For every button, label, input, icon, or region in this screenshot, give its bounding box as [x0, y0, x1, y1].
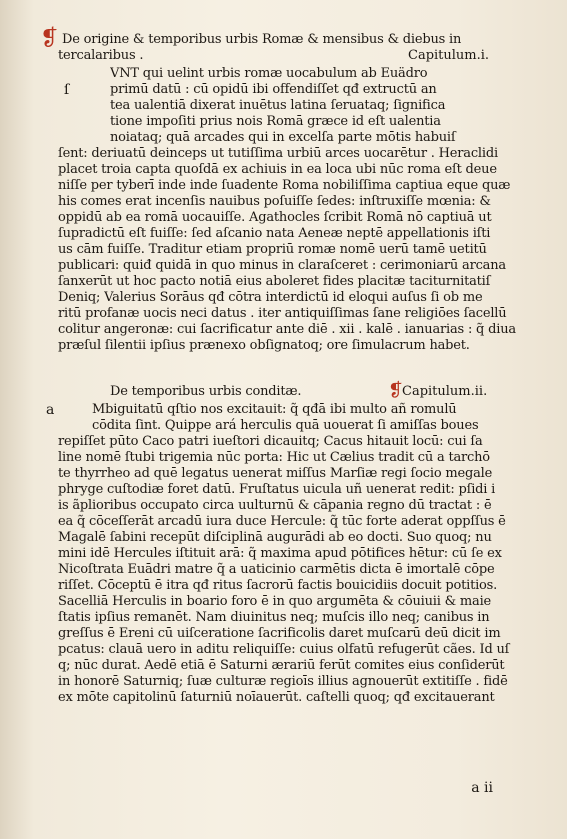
heading-line-1: De origine & temporibus urbis Romæ & mensibus & diebus in: [62, 32, 462, 47]
text-line: niſſe per tyberī inde inde ſuadente Roma nobiliſſima captiua eque quæ: [58, 178, 511, 193]
text-line: line nomē ſtubi trigemia nūc porta: Hic ut Cælius tradit cū a tarchō: [58, 450, 490, 465]
text-line: noiataq; quā arcades qui in excelſa parte mōtis habuiſ: [110, 130, 456, 145]
text-line: ritū profanæ uocis neci datus . iter antiquiſſimas ſane religiōes ſacellū: [58, 306, 507, 321]
text-line: is ãplioribus occupato circa uulturnū & cāpania regno dū tractat : ē: [58, 498, 492, 513]
margin-letter-a: a: [46, 402, 55, 418]
text-line: repiſſet pūto Caco patri iueſtori dicauitq; Cacus hitauit locū: cui ſa: [58, 434, 483, 449]
text-line: ſupradictū eſt fuiſſe: ſed aſcanio nata Aeneæ neptē appellationis iſti: [58, 226, 491, 241]
text-line: pcatus: clauā uero in aditu reliquiſſe: cuius olfatū refugerūt cães. Id uſ: [58, 642, 510, 657]
text-line: Sacelliā Herculis in boario foro ē in quo argumēta & cōuiuii & maie: [58, 594, 492, 609]
chapter-label-2: Capitulum.ii.: [402, 384, 488, 399]
text-line: oppidū ab ea romā uocauiſſe. Agathocles ſcribit Romā nō captiuā ut: [58, 210, 492, 225]
chapter-label-1: Capitulum.i.: [408, 48, 490, 63]
text-line: riſſet. Cōceptū ē itra qđ ritus ſacrorū factis bouicidiis docuit potitios.: [58, 578, 498, 593]
heading-line-2: tercalaribus .: [58, 48, 144, 63]
text-line: publicari: quiđ quidā in quo minus in claraſceret : cerimoniarū arcana: [58, 258, 506, 273]
text-line: us cām fuiſſe. Traditur etiam propriū romæ nomē uerū tamē uetitū: [58, 242, 487, 257]
text-line: ſent: deriuatū deinceps ut tutiſſima urbiū arces uocarētur . Heraclidi: [58, 146, 498, 161]
signature-mark: a ii: [471, 780, 493, 796]
text-line: ſtatis ipſius remanēt. Nam diuinitus neq; muſcis illo neq; canibus in: [58, 610, 490, 625]
text-line: tione impoſiti prius nois Romā græce id eſt ualentia: [110, 114, 441, 129]
text-line: Magalē ſabini recepūt diſciplinā augurādi ab eo docti. Suo quoq; nu: [58, 530, 492, 545]
heading-2-title: De temporibus urbis conditæ.: [110, 384, 302, 399]
paragraph-mark-icon: ❡: [388, 380, 404, 401]
text-line: ex mōte capitolinū ſaturniū noīauerūt. caſtelli quoq; qđ excitauerant: [58, 690, 495, 705]
text-line: phryge cuſtodiæ foret datū. Fruſtatus uicula uñ uenerat redit: pſidi i: [58, 482, 496, 497]
text-line: greſſus ē Ereni cū uiſceratione ſacrificolis daret muſcarū deū dicit im: [58, 626, 501, 641]
text-line: placet troia capta quoſdā ex achiuis in ea loca ubi nūc roma eſt deue: [58, 162, 497, 177]
text-line: tea ualentiā dixerat inuētus latina ſeruataq; ſignifica: [110, 98, 446, 113]
text-line: q; nūc durat. Aedē etiā ē Saturni ærariū ferūt comites eius conſiderūt: [58, 658, 505, 673]
text-line: mini idē Hercules iſtituit arā: q̃ maxima apud pōtifices hētur: cū ſe ex: [58, 546, 502, 561]
text-line: cōdita ſint. Quippe ará herculis quā uouerat ſi amiſſas boues: [92, 418, 479, 433]
paragraph-mark-icon: ❡: [40, 26, 59, 51]
text-line: præſul ſilentii ipſius prænexo obſignatoq; ore ſimulacrum habet.: [58, 338, 470, 353]
margin-letter-s: ſ: [64, 82, 70, 98]
text-line: Mbiguitatū qſtio nos excitauit: q̃ qđā ibi multo añ romulū: [92, 402, 457, 417]
text-line: Deniq; Valerius Sorāus qđ cōtra interdictū id eloqui auſus ſi ob me: [58, 290, 483, 305]
text-line: ea q̃ cōceſſerāt arcadū iura duce Hercule: q̃ tūc forte aderat oppſſus ē: [58, 514, 506, 529]
text-line: ſanxerūt ut hoc pacto notiā eius aboleret fides placitæ taciturnitatiſ: [58, 274, 491, 289]
text-line: in honorē Saturniq; ſuæ culturæ regioīs illius agnouerūt extitiſſe . fidē: [58, 674, 508, 689]
text-line: colitur angeronæ: cui ſacrificatur ante diē . xii . kalē . ianuarias : q̃ diua: [58, 322, 516, 337]
text-line: his comes erat incenſis nauibus poſuiſſe ſedes: inſtruxiſſe mœnia: &: [58, 194, 491, 209]
text-line: te thyrrheo ad quē legatus uenerat miſſus Marſiæ regi ſocio megale: [58, 466, 493, 481]
text-line: VNT qui uelint urbis romæ uocabulum ab Euädro: [110, 66, 428, 81]
text-line: primū datū : cū opidū ibi offendiſſet qđ extructū an: [110, 82, 437, 97]
text-line: Nicoſtrata Euādri matre q̃ a uaticinio carmētis dicta ē imortalē cōpe: [58, 562, 495, 577]
